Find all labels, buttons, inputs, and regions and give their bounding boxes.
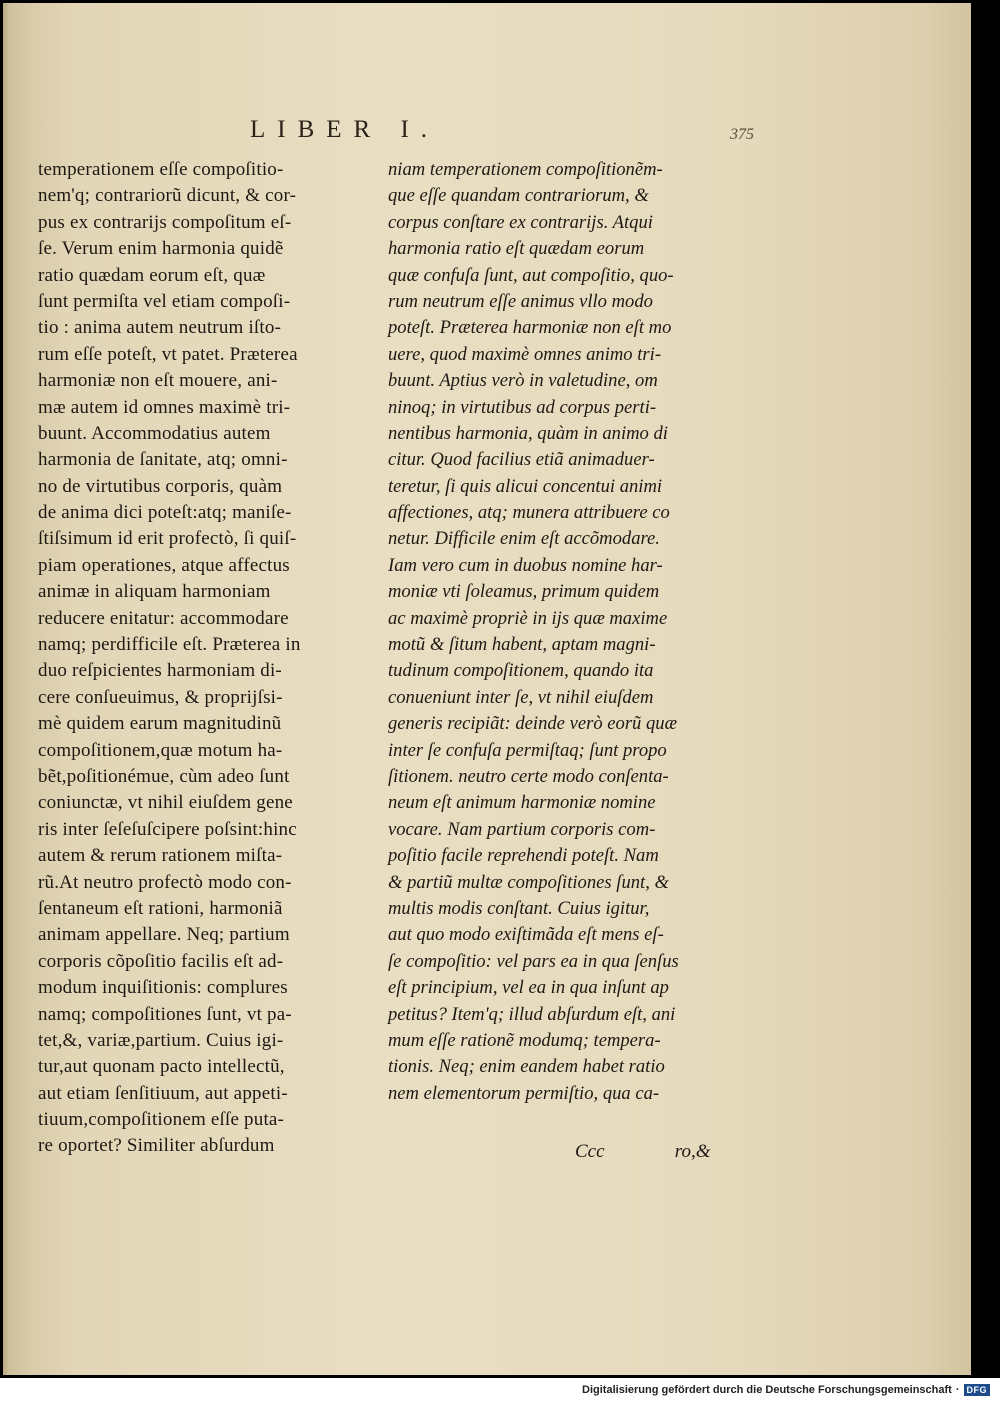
text-line: niam temperationem compoſitionẽm- [388, 159, 663, 180]
text-line: tiuum,compoſitionem eſſe puta- [38, 1109, 285, 1131]
text-line: coniunctæ, vt nihil eiuſdem gene [38, 792, 293, 814]
text-line: petitus? Item'q; illud abſurdum eſt, ani [388, 1003, 676, 1025]
text-line: ratio quædam eorum eſt, quæ [38, 264, 266, 286]
signature-line [575, 1141, 735, 1163]
text-line: vocare. Nam partium corporis com- [388, 818, 656, 840]
text-line: multis modis conſtant. Cuius igitur, [388, 897, 650, 919]
text-line: conueniunt inter ſe, vt nihil eiuſdem [388, 686, 654, 708]
text-line: piam operationes, atque affectus [38, 554, 290, 576]
text-line: namq; compoſitiones ſunt, vt pa- [38, 1003, 292, 1025]
page-gutter-shadow [3, 3, 9, 1375]
text-line: nem'q; contrariorũ dicunt, & cor- [38, 185, 297, 207]
text-line: teretur, ſi quis alicui concentui animi [388, 475, 663, 497]
dfg-logo: DFG [964, 1384, 991, 1396]
text-line: harmonia de ſanitate, atq; omni- [38, 449, 288, 471]
text-line: compoſitionem,quæ motum ha- [38, 739, 283, 761]
text-line: uere, quod maximè omnes animo tri- [388, 343, 662, 365]
text-line: tionis. Neq; enim eandem habet ratio [388, 1056, 665, 1078]
text-line: quæ confuſa ſunt, aut compoſitio, quo- [388, 264, 674, 286]
text-line: namq; perdifficile eſt. Præterea in [38, 634, 301, 656]
text-line: ſtiſsimum id erit profectò, ſi quiſ- [38, 528, 297, 550]
text-line: poteſt. Præterea harmoniæ non eſt mo [388, 317, 672, 339]
text-line: tudinum compoſitionem, quando ita [388, 660, 654, 682]
text-line: nentibus harmonia, quàm in animo di [388, 422, 668, 444]
text-line: pus ex contrarijs compoſitum eſ- [38, 211, 292, 233]
text-line: ſunt permiſta vel etiam compoſi- [38, 290, 291, 312]
text-line: mum eſſe rationẽ modumq; tempera- [388, 1029, 661, 1051]
text-line: de anima dici poteſt:atq; maniſe- [38, 502, 292, 524]
text-line: ſitionem. neutro certe modo conſenta- [388, 765, 669, 787]
running-head: LIBER I. [250, 116, 440, 143]
text-line: ac maximè propriè in ijs quæ maxime [388, 607, 668, 629]
catchword: ro,& [674, 1141, 711, 1162]
text-line: rum neutrum eſſe animus vllo modo [388, 290, 653, 312]
text-line: buunt. Accommodatius autem [38, 422, 271, 444]
text-line: corpus conſtare ex contrarijs. Atqui [388, 211, 653, 233]
text-line: poſitio facile reprehendi poteſt. Nam [388, 845, 659, 867]
digitization-credit: Digitalisierung gefördert durch die Deutsche Forschungsgemeinschaft · DFG [582, 1384, 990, 1396]
text-line: harmonia ratio eſt quædam eorum [388, 238, 645, 260]
text-line: & partiũ multæ compoſitiones ſunt, & [388, 871, 669, 893]
text-line: rum eſſe poteſt, vt patet. Præterea [38, 343, 298, 365]
text-line: tet,&, variæ,partium. Cuius igi- [38, 1029, 284, 1051]
text-line: mæ autem id omnes maximè tri- [38, 396, 291, 418]
credit-text: Digitalisierung gefördert durch die Deutsche Forschungsgemeinschaft [582, 1384, 952, 1396]
text-line: Iam vero cum in duobus nomine har- [388, 554, 663, 576]
text-line: neum eſt animum harmoniæ nomine [388, 792, 656, 814]
text-line: bẽt,poſitionémue, cùm adeo ſunt [38, 765, 290, 787]
text-line: autem & rerum rationem miſta- [38, 845, 283, 867]
text-line: ſentaneum eſt rationi, harmoniã [38, 897, 283, 919]
text-line: no de virtutibus corporis, quàm [38, 475, 283, 497]
right-column-latin-translation [388, 157, 726, 1107]
left-column-latin-text [38, 157, 373, 1160]
text-line: nem elementorum permiſtio, qua ca- [388, 1082, 660, 1104]
text-line: re oportet? Similiter abſurdum [38, 1135, 275, 1157]
text-line: aut quo modo exiſtimãda eſt mens eſ- [388, 924, 664, 946]
text-line: generis recipiãt: deinde verò eorũ quæ [388, 713, 677, 735]
text-line: inter ſe confuſa permiſtaq; ſunt propo [388, 739, 667, 761]
folio-number: 375 [730, 126, 754, 143]
text-line: duo reſpicientes harmoniam di- [38, 660, 282, 682]
text-line: mè quidem earum magnitudinũ [38, 713, 282, 735]
signature-mark: Ccc [575, 1141, 605, 1162]
text-line: ſe. Verum enim harmonia quidẽ [38, 238, 284, 260]
text-line: ninoq; in virtutibus ad corpus perti- [388, 396, 657, 418]
text-line: moniæ vti ſoleamus, primum quidem [388, 581, 660, 603]
text-line: corporis cõpoſitio facilis eſt ad- [38, 950, 284, 972]
text-line: animam appellare. Neq; partium [38, 924, 290, 946]
text-line: harmoniæ non eſt mouere, ani- [38, 370, 278, 392]
text-line: cere conſueuimus, & propriјſsi- [38, 686, 283, 708]
text-line: netur. Difficile enim eſt accõmodare. [388, 528, 660, 550]
text-line: rũ.At neutro profectò modo con- [38, 871, 292, 893]
text-line: buunt. Aptius verò in valetudine, om [388, 370, 658, 392]
text-line: que eſſe quandam contrariorum, & [388, 185, 649, 207]
text-line: citur. Quod facilius etiã animaduer- [388, 449, 655, 471]
text-line: tur,aut quonam pacto intellectũ, [38, 1056, 285, 1078]
text-line: eſt principium, vel ea in qua inſunt ap [388, 977, 669, 999]
text-line: motũ & ſitum habent, aptam magni- [388, 634, 656, 656]
text-line: affectiones, atq; munera attribuere co [388, 502, 670, 524]
text-line: ſe compoſitio: vel pars ea in qua ſenſus [388, 950, 679, 972]
text-line: temperationem eſſe compoſitio- [38, 159, 284, 180]
text-line: ris inter ſeſeſuſcipere poſsint:hinc [38, 818, 297, 840]
text-line: reducere enitatur: accommodare [38, 607, 289, 629]
text-line: aut etiam ſenſitiuum, aut appeti- [38, 1082, 288, 1104]
text-line: tio : anima autem neutrum iſto- [38, 317, 282, 339]
text-line: animæ in aliquam harmoniam [38, 581, 271, 603]
text-line: modum inquiſitionis: complures [38, 977, 288, 999]
